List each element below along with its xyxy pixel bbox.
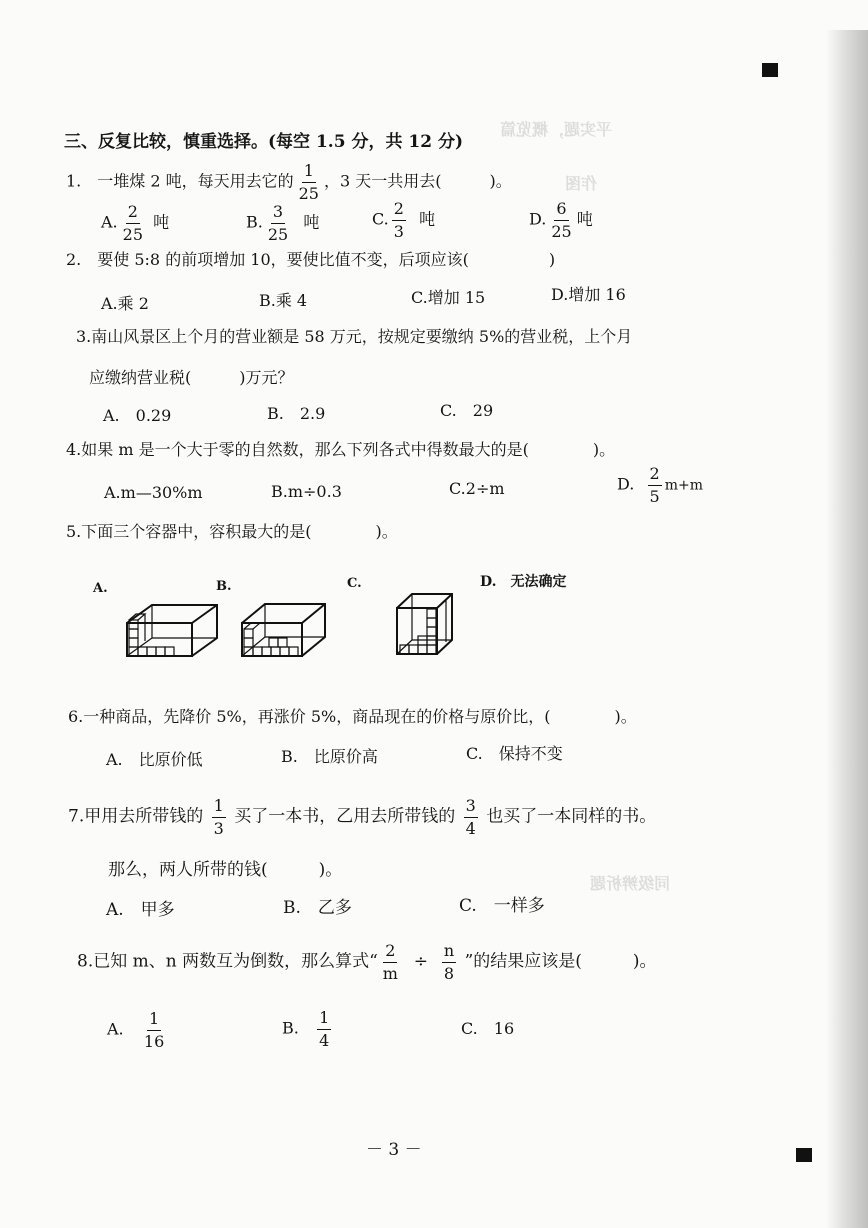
q4-option-b[interactable]: B.m÷0.3 [271,482,342,501]
q4-option-a[interactable]: A.m—30%m [104,483,203,502]
section-title: 三、反复比较，慎重选择。(每空 1.5 分，共 12 分) [64,132,463,152]
bleed-through-text: 平实题，概览篇 [500,120,613,139]
q7-option-a[interactable]: A. 甲多 [106,900,175,920]
container-c-image [394,590,456,660]
q2-option-b[interactable]: B.乘 4 [259,291,308,310]
question-1: 1. 一堆煤 2 吨，每天用去它的 $\frac{1}{25}$ ，3 天一共用去( )。 [66,161,512,203]
q1-option-a[interactable]: A. $\frac{2}{25}$ 吨 [101,202,170,244]
question-3-line-2: 应缴纳营业税( )万元？ [89,368,294,387]
fraction: $\frac{1}{3}$ [213,796,224,838]
container-a-image [124,601,224,661]
question-5: 5.下面三个容器中，容积最大的是( )。 [66,522,398,541]
question-7-line-2: 那么，两人所带的钱( )。 [108,860,343,880]
q1-option-d[interactable]: D. $\frac{6}{25}$ 吨 [529,199,593,241]
q3-option-a[interactable]: A. 0.29 [103,406,172,425]
container-b-image [239,599,329,661]
bleed-through-text: 作图 [565,174,598,193]
q5-option-d[interactable]: D. 无法确定 [480,574,567,590]
q2-option-a[interactable]: A.乘 2 [101,294,149,313]
fraction: $\frac{1}{25}$ [298,161,319,203]
q3-option-c[interactable]: C. 29 [440,401,494,420]
q6-option-b[interactable]: B. 比原价高 [281,747,378,766]
fraction: $\frac{n}{8}$ [443,941,455,983]
q8-option-a[interactable]: A. $\frac{1}{16}$ [107,1009,165,1051]
question-3-line-1: 3.南山风景区上个月的营业额是 58 万元，按规定要缴纳 5%的营业税，上个月 [76,327,633,346]
q5-option-b[interactable]: B. [216,579,232,594]
q3-option-b[interactable]: B. 2.9 [267,404,326,423]
q5-option-c[interactable]: C. [347,576,362,591]
question-8: 8.已知 m、n 两数互为倒数，那么算式“ $\frac{2}{m}$ ÷ $\frac{n}{8}$ ”的结果应该是( )。 [77,941,657,983]
q2-option-d[interactable]: D.增加 16 [551,285,626,304]
fraction: $\frac{2}{m}$ [382,941,398,983]
q1-option-b[interactable]: B. $\frac{3}{25}$ 吨 [246,202,320,244]
q7-option-b[interactable]: B. 乙多 [283,898,352,918]
question-7: 7.甲用去所带钱的 $\frac{1}{3}$ 买了一本书，乙用去所带钱的 $\frac{3}{4}$ 也买了一本同样的书。 [68,796,657,838]
q2-option-c[interactable]: C.增加 15 [411,288,486,307]
q6-option-c[interactable]: C. 保持不变 [466,744,563,763]
fraction: $\frac{3}{4}$ [465,796,476,838]
question-2: 2. 要使 5:8 的前项增加 10，要使比值不变，后项应该( ) [66,250,556,269]
bleed-through-text: 同级辨析题 [590,874,671,893]
page-edge-shadow [826,30,868,1228]
q8-option-b[interactable]: B. $\frac{1}{4}$ [282,1008,330,1050]
corner-marker-bottom [796,1148,812,1162]
question-6: 6.一种商品，先降价 5%，再涨价 5%，商品现在的价格与原价比，( )。 [68,707,637,726]
q8-option-c[interactable]: C. 16 [461,1019,515,1038]
q7-option-c[interactable]: C. 一样多 [459,896,545,916]
q4-option-d[interactable]: D. $\frac{2}{5}$ m+m [617,464,703,506]
q6-option-a[interactable]: A. 比原价低 [106,750,203,769]
q1-option-c[interactable]: C. $\frac{2}{3}$ 吨 [372,199,436,241]
q5-option-a[interactable]: A. [93,581,108,596]
corner-marker-top [762,63,778,77]
question-4: 4.如果 m 是一个大于零的自然数，那么下列各式中得数最大的是( )。 [66,440,616,459]
page-number: － 3 － [366,1140,422,1160]
q4-option-c[interactable]: C.2÷m [449,479,505,498]
